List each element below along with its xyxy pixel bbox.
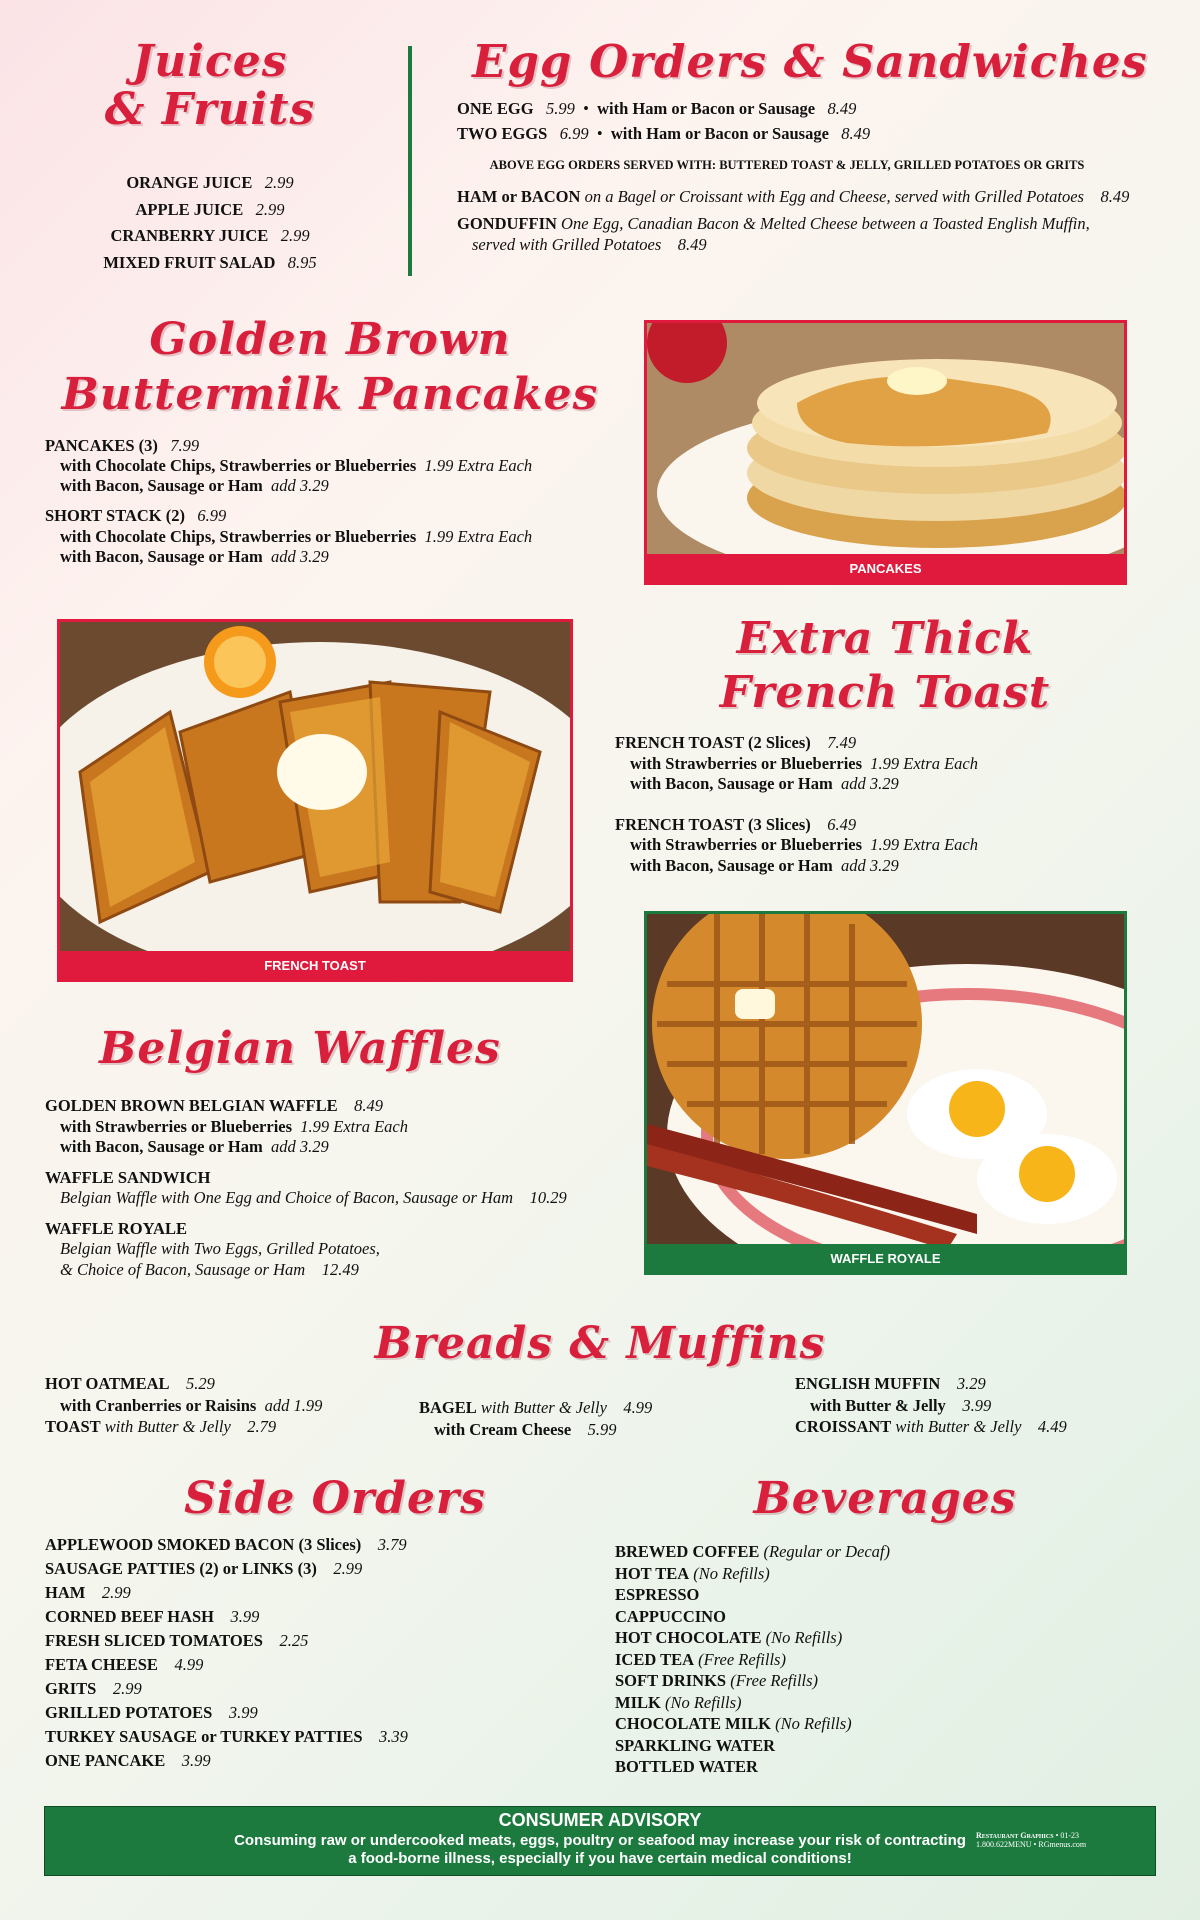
eggs-note: ABOVE EGG ORDERS SERVED WITH: BUTTERED TOAST & JELLY, GRILLED POTATOES OR GRITS xyxy=(489,158,1085,172)
list-item: GRILLED POTATOES 3.99 xyxy=(45,1703,258,1722)
list-item: CAPPUCCINO xyxy=(615,1606,726,1626)
list-item: CHOCOLATE MILK (No Refills) xyxy=(615,1714,852,1733)
list-item: SHORT STACK (2) 6.99 xyxy=(45,506,227,526)
french-toast-image xyxy=(60,622,573,957)
juices-list xyxy=(60,170,360,276)
list-item: HOT TEA (No Refills) xyxy=(615,1563,770,1583)
list-item: MIXED FRUIT SALAD 8.95 xyxy=(103,252,317,272)
french-toast-title: Extra Thick French Toast xyxy=(719,613,1051,718)
waffle-royale-photo xyxy=(644,911,1127,1275)
list-item: GOLDEN BROWN BELGIAN WAFFLE 8.49 xyxy=(45,1096,383,1115)
french-toast-photo xyxy=(57,619,573,982)
juices-title: Juices & Fruits xyxy=(104,36,316,135)
waffles-title: Belgian Waffles xyxy=(99,1023,501,1074)
french-toast-list: FRENCH TOAST (2 Slices) 7.49 with Strawberries or Blueberries 1.99 Extra Each with Bacon, Sausage or Ham add 3.29 FRENCH TOAST (3 Slices) 6.49 with Strawberries or Blueberries 1.99 Extra Each with Bacon, Sausage or Ham add 3.29 xyxy=(615,733,1175,876)
advisory-title: CONSUMER ADVISORY xyxy=(498,1810,702,1830)
list-item: HAM or BACON on a Bagel or Croissant with Egg and Cheese, served with Grilled Potatoes 8.49 xyxy=(457,187,1130,207)
eggs-list xyxy=(457,96,1177,255)
list-item: HAM 2.99 xyxy=(45,1583,131,1602)
list-item: SOFT DRINKS (Free Refills) xyxy=(615,1671,819,1690)
list-item: APPLE JUICE 2.99 xyxy=(135,199,285,219)
list-item: ONE EGG 5.99 • with Ham or Bacon or Sausage 8.49 xyxy=(457,99,857,118)
list-item: SAUSAGE PATTIES (2) or LINKS (3) 2.99 xyxy=(45,1559,363,1578)
list-item: MILK (No Refills) xyxy=(615,1692,742,1712)
sides-list xyxy=(45,1533,605,1773)
photo-caption: FRENCH TOAST xyxy=(60,951,570,979)
list-item: BREWED COFFEE (Regular or Decaf) xyxy=(615,1542,890,1561)
list-item: CROISSANT with Butter & Jelly 4.49 xyxy=(795,1417,1067,1436)
photo-caption: WAFFLE ROYALE xyxy=(647,1244,1124,1272)
list-item: PANCAKES (3) 7.99 xyxy=(45,436,200,455)
beverages-title: Beverages xyxy=(753,1473,1017,1524)
list-item: APPLEWOOD SMOKED BACON (3 Slices) 3.79 xyxy=(45,1535,407,1554)
breads-col-3: ENGLISH MUFFIN 3.29 with Butter & Jelly 3.99 CROISSANT with Butter & Jelly 4.49 xyxy=(795,1373,1175,1438)
list-item: CRANBERRY JUICE 2.99 xyxy=(110,226,310,245)
sides-title: Side Orders xyxy=(184,1473,486,1524)
list-item: ICED TEA (Free Refills) xyxy=(615,1649,786,1669)
list-item: FRENCH TOAST (3 Slices) 6.49 xyxy=(615,814,857,834)
list-item: ONE PANCAKE 3.99 xyxy=(45,1751,211,1770)
list-item: GONDUFFIN One Egg, Canadian Bacon & Melted Cheese between a Toasted English Muffin, served with Grilled Potatoes 8.49 xyxy=(457,214,1090,254)
waffles-list: GOLDEN BROWN BELGIAN WAFFLE 8.49 with Strawberries or Blueberries 1.99 Extra Each with Bacon, Sausage or Ham add 3.29 WAFFLE SANDWICH Belgian Waffle with One Egg and Choice of Bacon, Sausage or Ham 10.29 WAFFLE ROYALE Belgian Waffle with Two Eggs, Grilled Potatoes, & Choice of Bacon, Sausage or Ham 12.49 xyxy=(45,1096,625,1280)
list-item: HOT OATMEAL 5.29 xyxy=(45,1374,215,1393)
breads-col-1: HOT OATMEAL 5.29 with Cranberries or Raisins add 1.99 TOAST with Butter & Jelly 2.79 xyxy=(45,1373,405,1438)
list-item: TURKEY SAUSAGE or TURKEY PATTIES 3.39 xyxy=(45,1727,408,1746)
list-item: SPARKLING WATER xyxy=(615,1735,775,1755)
list-item: TOAST with Butter & Jelly 2.79 xyxy=(45,1417,277,1436)
list-item: ENGLISH MUFFIN 3.29 xyxy=(795,1374,986,1393)
waffle-image xyxy=(647,914,1127,1250)
beverages-list xyxy=(615,1541,1135,1778)
advisory-text: Consuming raw or undercooked meats, eggs, poultry or seafood may increase your risk of contracting a food-borne illness, especially if you have certain medical conditions! xyxy=(234,1832,966,1867)
list-item: WAFFLE ROYALE xyxy=(45,1218,187,1238)
list-item: FRESH SLICED TOMATOES 2.25 xyxy=(45,1631,309,1650)
list-item: ORANGE JUICE 2.99 xyxy=(126,173,294,192)
pancakes-list: PANCAKES (3) 7.99 with Chocolate Chips, Strawberries or Blueberries 1.99 Extra Each with Bacon, Sausage or Ham add 3.29 SHORT STACK (2) 6.99 with Chocolate Chips, Strawberries or Blueberries 1.99 Extra Each with Bacon, Sausage or Ham add 3.29 xyxy=(45,436,605,567)
pancakes-title: Golden Brown Buttermilk Pancakes xyxy=(61,314,599,420)
breads-col-2: BAGEL with Butter & Jelly 4.99 with Cream Cheese 5.99 xyxy=(419,1397,759,1440)
list-item: HOT CHOCOLATE (No Refills) xyxy=(615,1628,843,1647)
pancakes-photo xyxy=(644,320,1127,585)
list-item: CORNED BEEF HASH 3.99 xyxy=(45,1607,260,1626)
consumer-advisory-box xyxy=(44,1806,1156,1876)
list-item: FETA CHEESE 4.99 xyxy=(45,1655,204,1674)
brand-logo: Restaurant Graphics • 01-23 1.800.622MENU • RGmenus.com xyxy=(976,1831,1087,1849)
list-item: WAFFLE SANDWICH xyxy=(45,1167,211,1187)
section-divider xyxy=(408,46,412,276)
photo-caption: PANCAKES xyxy=(647,554,1124,582)
list-item: GRITS 2.99 xyxy=(45,1679,142,1698)
list-item: BAGEL with Butter & Jelly 4.99 xyxy=(419,1398,653,1417)
list-item: TWO EGGS 6.99 • with Ham or Bacon or Sausage 8.49 xyxy=(457,124,871,143)
pancakes-image xyxy=(647,323,1127,560)
list-item: BOTTLED WATER xyxy=(615,1757,758,1776)
breads-title: Breads & Muffins xyxy=(374,1318,826,1369)
list-item: ESPRESSO xyxy=(615,1585,700,1604)
list-item: FRENCH TOAST (2 Slices) 7.49 xyxy=(615,733,857,752)
eggs-title: Egg Orders & Sandwiches xyxy=(472,35,1148,88)
